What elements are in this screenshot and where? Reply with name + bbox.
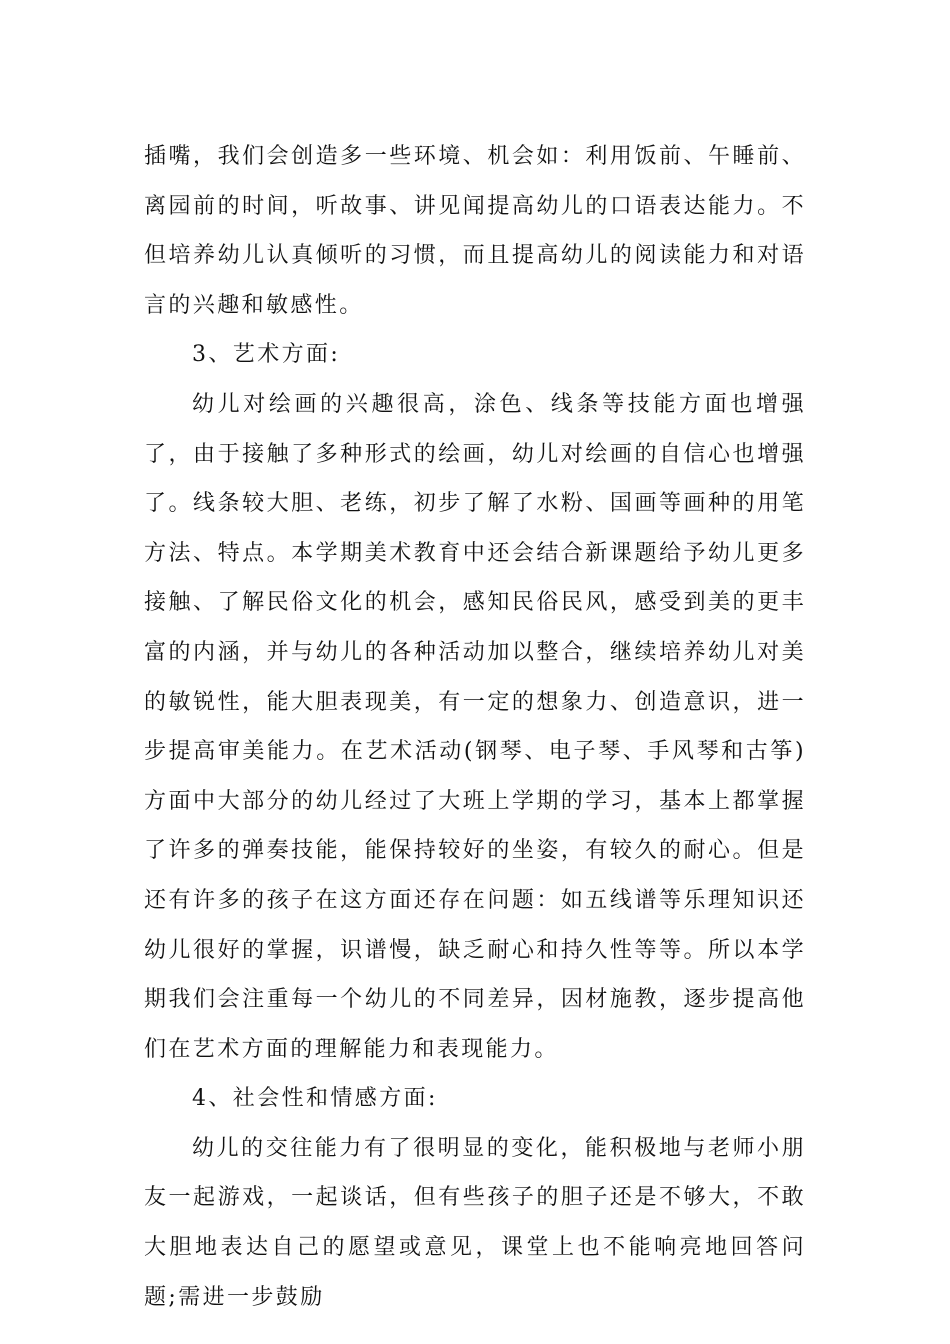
section-heading-art: 3、艺术方面: bbox=[192, 342, 341, 368]
paragraph-language-continued: 插嘴，我们会创造多一些环境、机会如：利用饭前、午睡前、离园前的时间，听故事、讲见闻提高幼儿的口语表达能力。不但培养幼儿认真倾听的习惯，而且提高幼儿的阅读能力和对语言的兴趣和敏感性。 bbox=[144, 144, 806, 318]
paragraph-art: 幼儿对绘画的兴趣很高，涂色、线条等技能方面也增强了，由于接触了多种形式的绘画，幼儿对绘画的自信心也增强了。线条较大胆、老练，初步了解了水粉、国画等画种的用笔方法、特点。本学期美术教育中还会结合新课题给予幼儿更多接触、了解民俗文化的机会，感知民俗民风，感受到美的更丰富的内涵，并与幼儿的各种活动加以整合，继续培养幼儿对美的敏锐性，能大胆表现美，有一定的想象力、创造意识，进一步提高审美能力。在艺术活动(钢琴、电子琴、手风琴和古筝)方面中大部分的幼儿经过了大班上学期的学习，基本上都掌握了许多的弹奏技能，能保持较好的坐姿，有较久的耐心。但是还有许多的孩子在这方面还存在问题：如五线谱等乐理知识还幼儿很好的掌握，识谱慢，缺乏耐心和持久性等等。所以本学期我们会注重每一个幼儿的不同差异，因材施教，逐步提高他们在艺术方面的理解能力和表现能力。 bbox=[144, 391, 806, 1062]
document-body bbox=[144, 132, 806, 1322]
paragraph-social-emotional: 幼儿的交往能力有了很明显的变化，能积极地与老师小朋友一起游戏，一起谈话，但有些孩子的胆子还是不够大，不敢大胆地表达自己的愿望或意见，课堂上也不能响亮地回答问题;需进一步鼓励 bbox=[144, 1135, 806, 1310]
section-heading-social-emotional: 4、社会性和情感方面: bbox=[192, 1086, 438, 1112]
